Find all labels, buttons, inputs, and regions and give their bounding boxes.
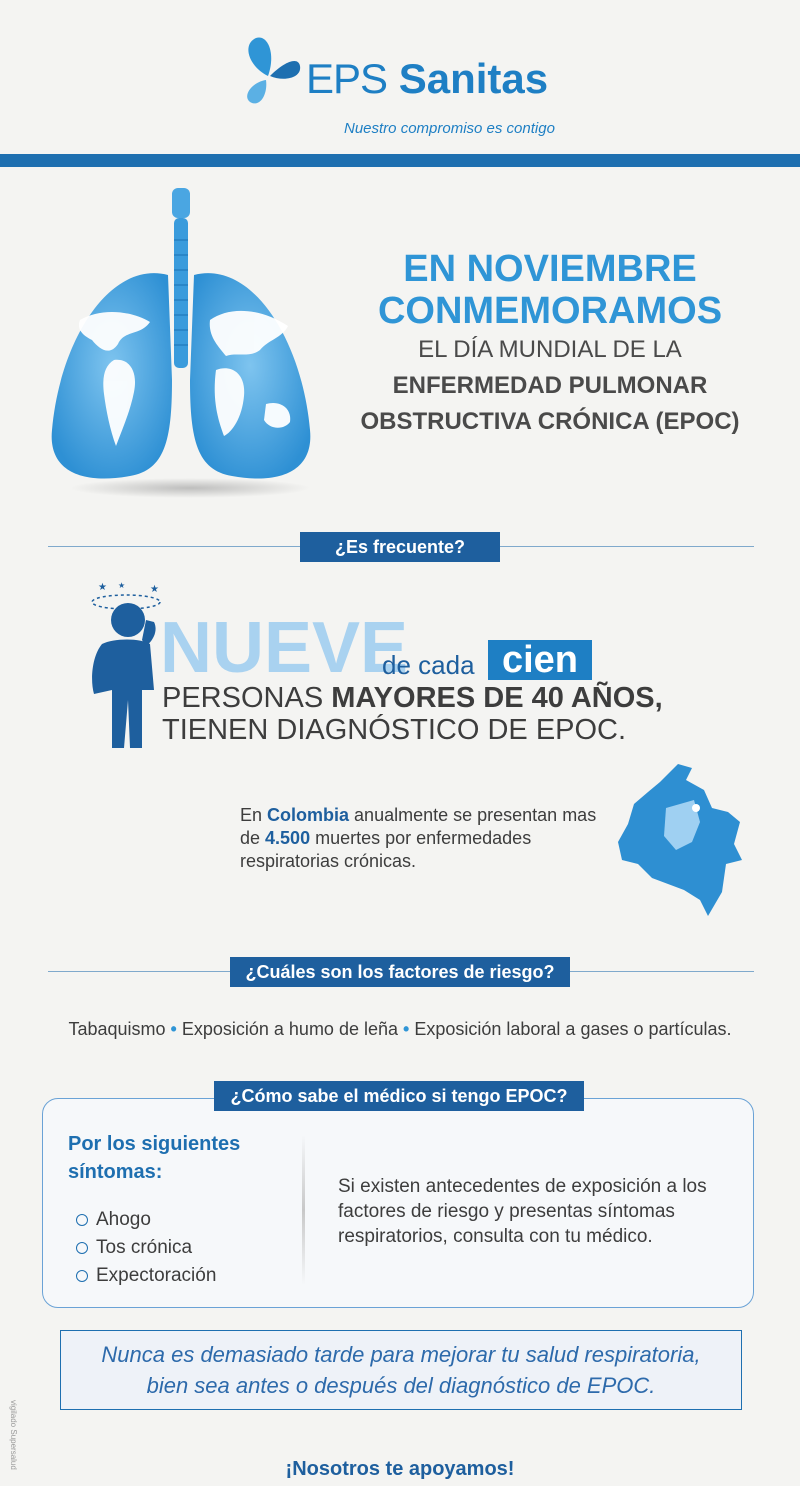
brand-sanitas: Sanitas <box>398 55 549 102</box>
circle-bullet-icon <box>76 1270 88 1282</box>
svg-text:★: ★ <box>150 584 159 595</box>
risk-factors <box>0 1019 800 1040</box>
hero-line-1: EN NOVIEMBRE <box>403 248 697 290</box>
personas-line <box>162 684 663 713</box>
cien-badge: cien <box>488 640 592 680</box>
colombia-name: Colombia <box>267 805 350 825</box>
brand-eps: EPS <box>306 55 388 102</box>
section-label-riesgo: ¿Cuáles son los factores de riesgo? <box>230 957 570 987</box>
colombia-p3: muertes por enfermedades respiratorias crónicas. <box>240 828 532 871</box>
brand-name <box>306 55 549 102</box>
symptoms-list <box>76 1206 216 1290</box>
hero-title <box>330 248 770 440</box>
svg-text:★: ★ <box>118 581 126 590</box>
quote-line-2: bien sea antes o después del diagnóstico de EPOC. <box>146 1373 656 1398</box>
colombia-p1: En <box>240 805 268 825</box>
symptom-ahogo: Ahogo <box>96 1209 151 1230</box>
supersalud-mark <box>4 1390 32 1470</box>
box-divider <box>302 1135 305 1285</box>
personas-word: PERSONAS <box>162 682 324 714</box>
symptom-expectoracion: Expectoración <box>96 1265 217 1286</box>
list-item <box>76 1206 216 1234</box>
de-cada-text: de cada <box>382 650 475 680</box>
list-item <box>76 1262 216 1290</box>
header-bar <box>0 154 800 167</box>
mayores-text: MAYORES DE 40 AÑOS, <box>331 682 663 714</box>
list-item <box>76 1234 216 1262</box>
colombia-stat <box>240 804 620 873</box>
nueve-text: NUEVE <box>160 608 409 688</box>
quote-text <box>61 1339 741 1401</box>
deaths-number: 4.500 <box>265 828 311 848</box>
symptoms-title: Por los siguientes síntomas: <box>68 1133 241 1183</box>
colombia-p2: anualmente se presentan mas de <box>240 805 597 848</box>
quote-line-1: Nunca es demasiado tarde para mejorar tu salud respiratoria, <box>101 1342 701 1367</box>
closing-text: ¡Nosotros te apoyamos! <box>285 1458 515 1480</box>
tagline: Nuestro compromiso es contigo <box>344 120 555 137</box>
circle-bullet-icon <box>76 1242 88 1254</box>
bullet-dot: • <box>403 1019 410 1039</box>
factor-humo-lena: Exposición a humo de leña <box>181 1019 398 1039</box>
symptom-tos: Tos crónica <box>96 1237 193 1258</box>
hero-line-3: EL DÍA MUNDIAL DE LA <box>418 336 682 363</box>
factor-tabaquismo: Tabaquismo <box>68 1019 166 1039</box>
butterfly-logo-icon <box>238 36 302 106</box>
hero-line-2: CONMEMORAMOS <box>377 290 723 332</box>
bullet-dot: • <box>170 1019 177 1039</box>
diagnostico-line: TIENEN DIAGNÓSTICO DE EPOC. <box>162 714 627 746</box>
section-label-frecuente: ¿Es frecuente? <box>300 532 500 562</box>
svg-text:★: ★ <box>98 582 107 593</box>
advice-text: Si existen antecedentes de exposición a los factores de riesgo y presentas síntomas respiratorios, consulta con tu médico. <box>338 1176 707 1247</box>
circle-bullet-icon <box>76 1214 88 1226</box>
hero-line-5: OBSTRUCTIVA CRÓNICA (EPOC) <box>360 408 740 435</box>
section-label-medico: ¿Cómo sabe el médico si tengo EPOC? <box>214 1081 584 1111</box>
hero-line-4: ENFERMEDAD PULMONAR <box>392 372 708 399</box>
quote-box <box>60 1330 742 1410</box>
factor-laboral: Exposición laboral a gases o partículas. <box>414 1019 732 1039</box>
lungs-globe-illustration <box>40 180 320 500</box>
supersalud-text: vigilado Supersalud <box>9 1400 18 1470</box>
colombia-map-icon <box>608 760 748 920</box>
